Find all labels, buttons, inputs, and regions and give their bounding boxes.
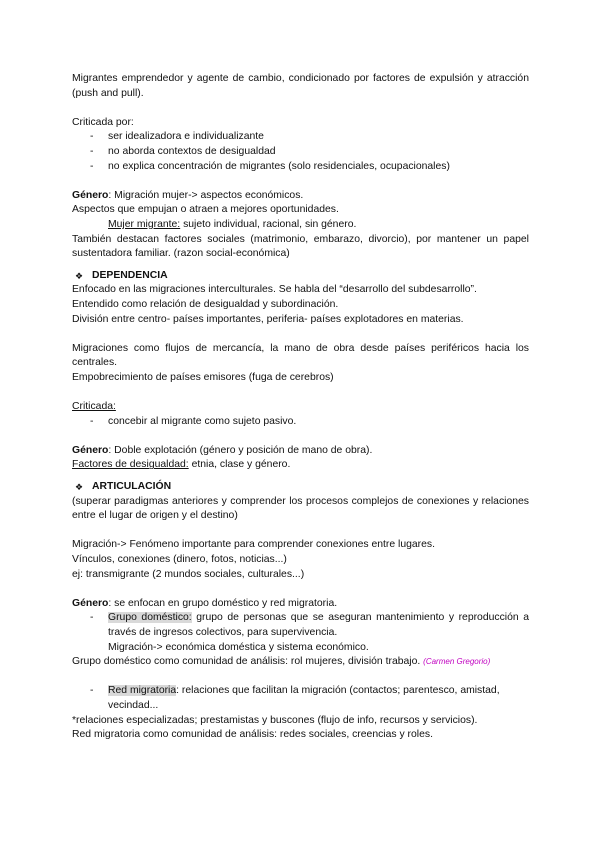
mujer-migrante-label: Mujer migrante: bbox=[108, 218, 181, 230]
empobrecimiento-line: Empobrecimiento de países emisores (fuga de cerebros) bbox=[72, 371, 334, 383]
mujer-migrante-text: sujeto individual, racional, sin género. bbox=[180, 218, 357, 230]
grupo-comunidad-text: Grupo doméstico como comunidad de análisis: rol mujeres, división trabajo. bbox=[72, 656, 421, 668]
flujos-paragraph: Migraciones como flujos de mercancía, la mano de obra desde países periféricos hacia los centrales. bbox=[72, 342, 529, 369]
diamond-bullet-icon: ❖ bbox=[75, 270, 84, 281]
red-list bbox=[72, 684, 529, 713]
grupo-domestico-text: grupo de personas que se aseguran mantenimiento y reproducción a través de ingresos colectivos, para supervivencia. bbox=[108, 612, 529, 638]
aspectos-line: Aspectos que empujan o atraen a mejores oportunidades. bbox=[72, 204, 339, 216]
dependencia-heading bbox=[72, 269, 529, 284]
articulacion-line: Migración-> Fenómeno importante para comprender conexiones entre lugares. bbox=[72, 539, 436, 551]
articulacion-line: ej: transmigrante (2 mundos sociales, culturales...) bbox=[72, 568, 305, 580]
dependencia-line: Enfocado en las migraciones interculturales. Se habla del “desarrollo del subdesarrollo”. bbox=[72, 284, 477, 296]
genero-label: Género bbox=[72, 444, 109, 456]
genero-label: Género bbox=[72, 189, 109, 201]
genero-label: Género bbox=[72, 597, 109, 609]
genero-text: : se enfocan en grupo doméstico y red migratoria. bbox=[108, 597, 338, 609]
diamond-bullet-icon: ❖ bbox=[75, 482, 84, 493]
list-item: - no aborda contextos de desigualdad bbox=[72, 145, 529, 160]
red-comunidad-line: Red migratoria como comunidad de análisis: redes sociales, creencias y roles. bbox=[72, 729, 433, 741]
red-migratoria-label: Red migratoria bbox=[108, 685, 177, 697]
articulacion-intro: (superar paradigmas anteriores y comprender los procesos complejos de conexiones y relaciones entre el lugar de origen y el destino) bbox=[72, 495, 529, 522]
criticada-label: Criticada por: bbox=[72, 116, 134, 128]
dependencia-line: Entendido como relación de desigualdad y subordinación. bbox=[72, 298, 339, 310]
genero-line-3 bbox=[72, 597, 529, 612]
grupo-comunidad-line bbox=[72, 655, 529, 670]
articulacion-heading-text: ARTICULACIÓN bbox=[92, 481, 172, 493]
red-migratoria-text: : relaciones que facilitan la migración (contactos; parentesco, amistad, vecindad... bbox=[108, 685, 500, 711]
tambien-paragraph: También destacan factores sociales (matrimonio, embarazo, divorcio), por mantener un papel sustentadora familiar. (razon social-económica) bbox=[72, 233, 529, 260]
genero-line bbox=[72, 189, 529, 204]
red-migratoria-item bbox=[72, 684, 529, 713]
criticada-list-2 bbox=[72, 415, 529, 430]
factores-label: Factores de desigualdad: bbox=[72, 459, 189, 471]
dependencia-line: División entre centro- países importantes, periferia- países explotadores en materias. bbox=[72, 313, 464, 325]
criticada-list bbox=[72, 130, 529, 174]
grupo-domestico-item bbox=[72, 611, 529, 655]
factores-text: etnia, clase y género. bbox=[188, 459, 291, 471]
genero-text: : Migración mujer-> aspectos económicos. bbox=[108, 189, 304, 201]
relaciones-line: *relaciones especializadas; prestamistas y buscones (flujo de info, recursos y servicios). bbox=[72, 714, 478, 726]
genero-line-2 bbox=[72, 444, 529, 459]
grupo-domestico-label: Grupo doméstico: bbox=[108, 612, 192, 624]
paragraph-push-pull: Migrantes emprendedor y agente de cambio, condicionado por factores de expulsión y atracción (push and pull). bbox=[72, 73, 529, 99]
grupo-list bbox=[72, 611, 529, 655]
grupo-domestico-sub: Migración-> económica doméstica y sistema económico. bbox=[108, 641, 369, 653]
document-body bbox=[72, 72, 529, 743]
articulacion-heading bbox=[72, 480, 529, 495]
genero-text: : Doble explotación (género y posición de mano de obra). bbox=[108, 444, 373, 456]
dependencia-heading-text: DEPENDENCIA bbox=[92, 269, 168, 281]
list-item: - concebir al migrante como sujeto pasivo. bbox=[72, 415, 529, 430]
factores-line bbox=[72, 458, 529, 473]
citation: (Carmen Gregorio) bbox=[423, 657, 491, 667]
list-item: - no explica concentración de migrantes (solo residenciales, ocupacionales) bbox=[72, 160, 529, 175]
list-item: - ser idealizadora e individualizante bbox=[72, 130, 529, 145]
articulacion-line: Vínculos, conexiones (dinero, fotos, noticias...) bbox=[72, 554, 287, 565]
criticada-label-2: Criticada: bbox=[72, 401, 116, 413]
mujer-migrante-line bbox=[72, 218, 529, 233]
